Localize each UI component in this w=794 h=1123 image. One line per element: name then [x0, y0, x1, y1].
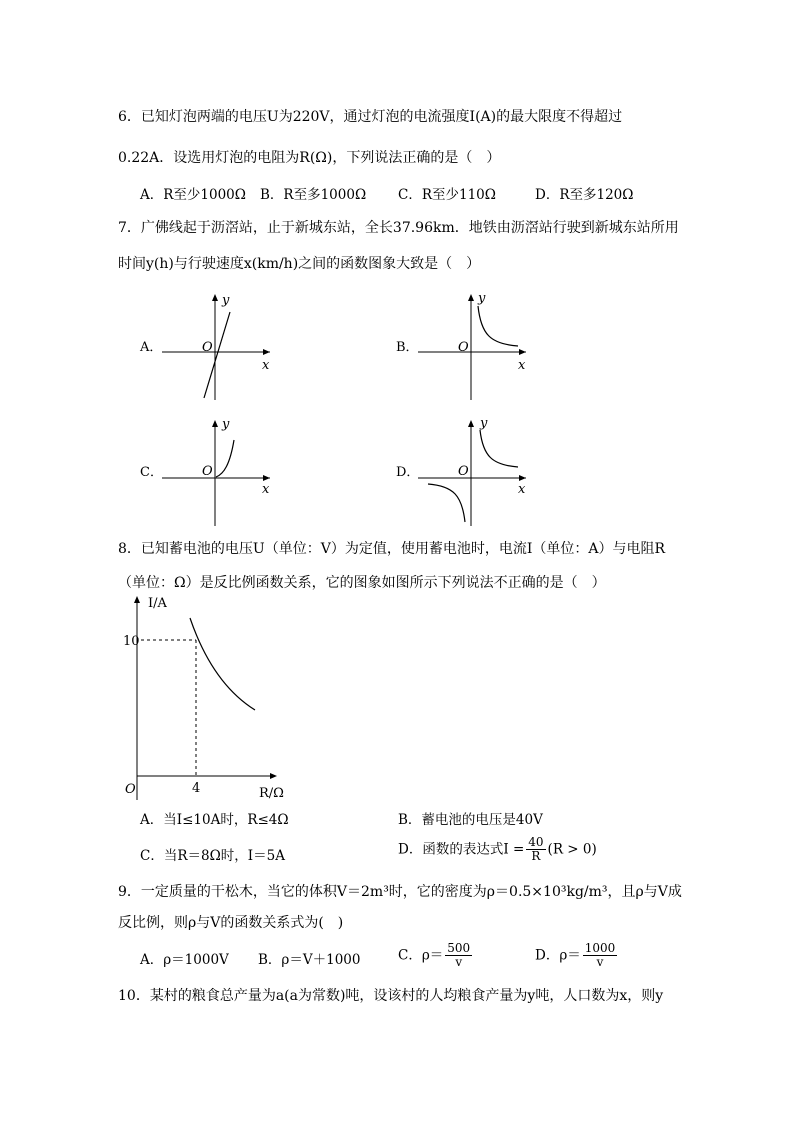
q9-option-c: [398, 942, 474, 969]
q8-line1: 8．已知蓄电池的电压U（单位：V）为定值，使用蓄电池时，电流I（单位：A）与电阻R: [118, 541, 665, 557]
graph-d-xlabel: x: [518, 482, 526, 497]
q9-line1: 9．一定质量的干松木，当它的体积V＝2m³时，它的密度为ρ＝0.5×10³kg/m³，且ρ与V成: [118, 884, 682, 900]
q8-option-a: A．当I≤10A时，R≤4Ω: [140, 812, 289, 828]
q9-option-b: B．ρ＝V＋1000: [258, 952, 361, 968]
q9-option-a: A．ρ＝1000V: [140, 952, 229, 968]
graph-a-y-arrow: [212, 294, 218, 301]
graph-b-letter: B．: [396, 340, 419, 355]
q6-line2: 0.22A．设选用灯泡的电阻为R(Ω)，下列说法正确的是（ ）: [118, 150, 501, 166]
graph-d-y-arrow: [468, 420, 474, 427]
q8-option-d: [398, 836, 597, 863]
q9-option-c-denominator: v: [455, 955, 463, 969]
graph-a-xlabel: x: [262, 358, 270, 373]
q7-line2: 时间y(h)与行驶速度x(km/h)之间的函数图象大致是（ ）: [118, 256, 481, 272]
graph-d-letter: D．: [396, 465, 420, 480]
q8-line2: （单位：Ω）是反比例函数关系，它的图象如图所示下列说法不正确的是（ ）: [118, 575, 606, 591]
q10-line1: 10．某村的粮食总产量为a(a为常数)吨，设该村的人均粮食产量为y吨，人口数为x，则y: [118, 988, 664, 1004]
graph-d-x-arrow: [519, 475, 526, 481]
q6-option-b: B．R至多1000Ω: [260, 187, 367, 203]
graph-b-xlabel: x: [518, 358, 526, 373]
q7-graph-d: [394, 416, 534, 528]
q8-y-arrow: [134, 596, 140, 603]
q9-option-c-prefix: C．ρ＝: [398, 947, 444, 964]
graph-b-x-arrow: [519, 349, 526, 355]
q8-origin: O: [125, 782, 136, 797]
q9-option-c-fraction: [445, 942, 472, 969]
graph-c-origin: O: [202, 464, 213, 479]
graph-c-ylabel: y: [222, 417, 230, 432]
q8-graph: [115, 590, 295, 802]
q8-xlabel: R/Ω: [259, 786, 284, 801]
q6-line1: 6．已知灯泡两端的电压U为220V，通过灯泡的电流强度I(A)的最大限度不得超过: [118, 109, 623, 125]
q9-option-d-numerator: 1000: [584, 941, 616, 955]
q8-curve: [190, 618, 255, 710]
q8-x-arrow: [270, 773, 277, 779]
q8-option-d-prefix: D．函数的表达式I =: [398, 841, 525, 858]
graph-a-origin: O: [202, 340, 213, 355]
graph-d-curve-q3: [428, 484, 465, 522]
q9-option-d: [535, 942, 619, 969]
graph-b-curve: [478, 306, 518, 346]
q8-option-c: C．当R＝8Ω时，I＝5A: [140, 848, 285, 864]
graph-b-ylabel: y: [478, 291, 486, 306]
q8-ylabel: I/A: [148, 596, 167, 611]
graph-c-x-arrow: [263, 475, 270, 481]
q6-option-c: C．R至少110Ω: [398, 187, 496, 203]
q6-option-a: A．R至少1000Ω: [140, 187, 246, 203]
q9-option-d-denominator: v: [596, 955, 604, 969]
q7-line1: 7．广佛线起于沥滘站，止于新城东站，全长37.96km．地铁由沥滘站行驶到新城东站所用: [118, 220, 679, 236]
q8-option-d-fraction: [526, 836, 545, 863]
graph-b-origin: O: [458, 340, 469, 355]
graph-d-curve-q1: [480, 430, 518, 467]
q8-option-d-suffix: (R > 0): [547, 841, 597, 858]
graph-d-ylabel: y: [480, 416, 488, 431]
graph-a-x-arrow: [263, 349, 270, 355]
q9-option-d-fraction: [583, 942, 618, 969]
q8-option-d-numerator: 40: [528, 835, 544, 849]
graph-a-letter: A．: [140, 340, 163, 355]
q7-graph-a: [138, 290, 278, 402]
graph-c-y-arrow: [212, 420, 218, 427]
q9-line2: 反比例，则ρ与V的函数关系式为( ): [118, 915, 344, 931]
graph-d-origin: O: [458, 464, 469, 479]
q6-option-d: D．R至多120Ω: [535, 187, 634, 203]
q9-option-c-numerator: 500: [447, 941, 471, 955]
q7-graph-c: [138, 416, 278, 528]
q7-graph-b: [394, 290, 534, 402]
graph-c-letter: C．: [140, 465, 163, 480]
q8-option-b: B．蓄电池的电压是40V: [398, 812, 543, 828]
q8-ytick: 10: [123, 634, 140, 649]
graph-c-xlabel: x: [262, 482, 270, 497]
graph-a-ylabel: y: [222, 293, 230, 308]
graph-c-curve: [216, 440, 234, 477]
graph-a-curve: [204, 312, 230, 398]
graph-b-y-arrow: [468, 294, 474, 301]
q8-option-d-denominator: R: [531, 849, 541, 863]
q8-xtick: 4: [192, 781, 201, 796]
q9-option-d-prefix: D．ρ＝: [535, 947, 581, 964]
